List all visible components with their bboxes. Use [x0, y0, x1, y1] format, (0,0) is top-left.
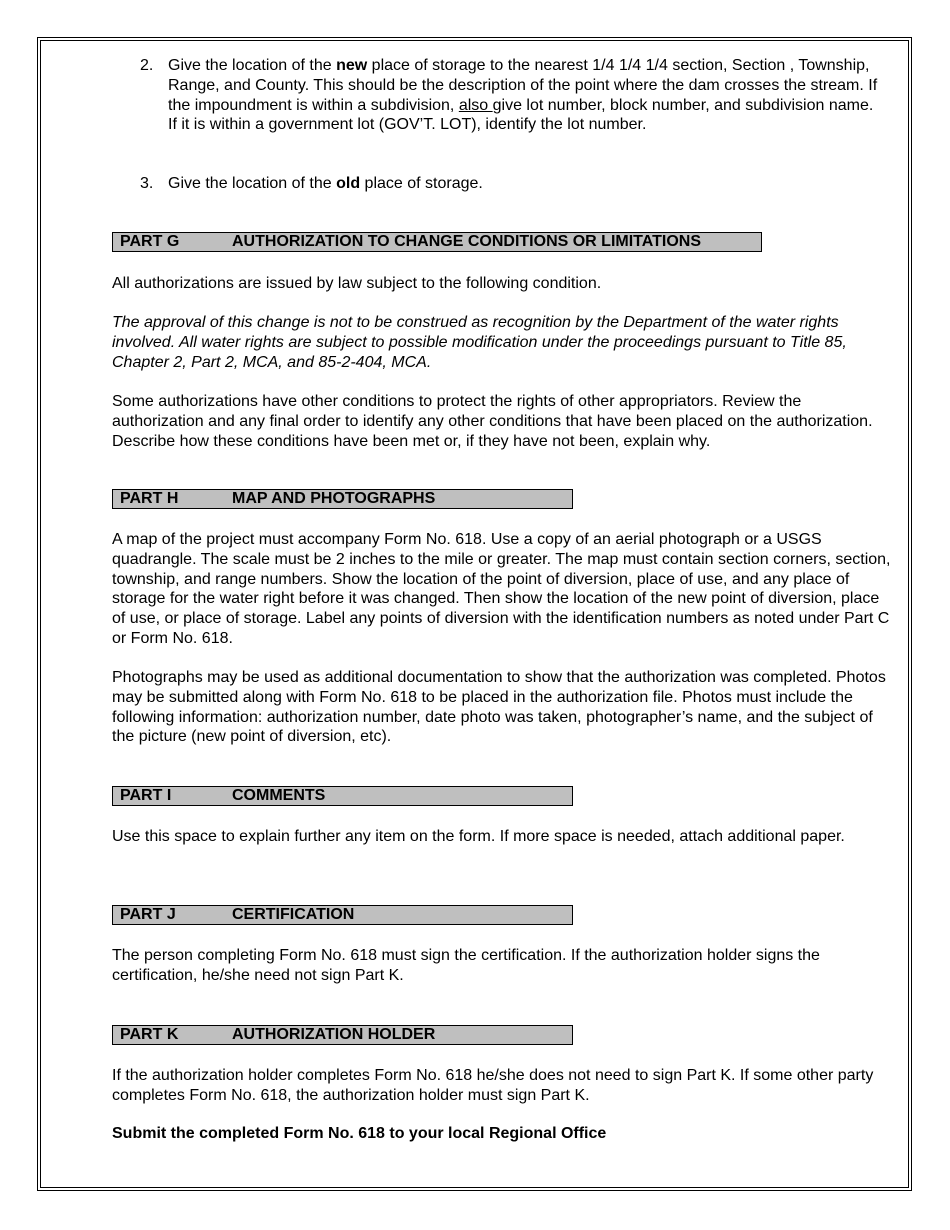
part-code: PART K: [120, 1026, 179, 1043]
part-g-paragraph-1: All authorizations are issued by law subject to the following condition.: [112, 275, 602, 292]
part-i-header: [112, 786, 573, 806]
part-title: MAP AND PHOTOGRAPHS: [232, 490, 436, 507]
part-code: PART I: [120, 787, 172, 804]
item-text: Give the location of the new place of storage to the nearest 1/4 1/4 1/4 section, Section , Township, Range, and County. This should be the description of the point where the dam crosses the stream. If the impoundment is within a subdivision, also give lot number, block number, and subdivision name. If it is within a government lot (GOV’T. LOT), identify the lot number.: [168, 57, 878, 134]
part-title: AUTHORIZATION TO CHANGE CONDITIONS OR LIMITATIONS: [232, 233, 702, 250]
part-code: PART J: [120, 906, 176, 923]
item-number: 3.: [140, 175, 154, 192]
emphasis-old: old: [336, 175, 361, 192]
part-j-paragraph-1: The person completing Form No. 618 must sign the certification. If the authorization holder signs the certification, he/she need not sign Part K.: [112, 947, 820, 984]
emphasis-new: new: [336, 57, 368, 74]
underline-also: also: [458, 96, 493, 114]
instruction-item-3: [140, 174, 880, 194]
submit-instruction: Submit the completed Form No. 618 to your local Regional Office: [112, 1125, 607, 1142]
item-number: 2.: [140, 57, 154, 74]
instruction-item-2: [140, 56, 880, 156]
part-code: PART H: [120, 490, 179, 507]
part-code: PART G: [120, 233, 180, 250]
part-g-paragraph-3: Some authorizations have other conditions to protect the rights of other appropriators. Review the authorization and any final order to identify any other conditions that have been placed on the authorization. Describe how these conditions have been met or, if they have not been, explain why.: [112, 393, 873, 450]
item-text: Give the location of the old place of storage.: [168, 175, 483, 192]
part-g-header: [112, 232, 762, 252]
part-h-paragraph-1: A map of the project must accompany Form No. 618. Use a copy of an aerial photograph or a USGS quadrangle. The scale must be 2 inches to the mile or greater. The map must contain section corners, section, township, and range numbers. Show the location of the point of diversion, place of use, and any place of storage for the water right before it was changed. Then show the location of the new point of diversion, place of use, or place of storage. Label any points of diversion with the identification numbers as noted under Part C or Form No. 618.: [112, 531, 891, 647]
part-title: CERTIFICATION: [232, 906, 355, 923]
part-title: COMMENTS: [232, 787, 326, 804]
part-title: AUTHORIZATION HOLDER: [232, 1026, 436, 1043]
part-h-paragraph-2: Photographs may be used as additional documentation to show that the authorization was completed. Photos may be submitted along with Form No. 618 to be placed in the authorization file. Photos must include the following information: authorization number, date photo was taken, photographer’s name, and the subject of the picture (new point of diversion, etc).: [112, 669, 886, 746]
part-k-paragraph-1: If the authorization holder completes Form No. 618 he/she does not need to sign Part K. If some other party completes Form No. 618, the authorization holder must sign Part K.: [112, 1067, 874, 1104]
part-h-header: [112, 489, 573, 509]
part-j-header: [112, 905, 573, 925]
part-i-paragraph-1: Use this space to explain further any item on the form. If more space is needed, attach additional paper.: [112, 828, 845, 845]
part-k-header: [112, 1025, 573, 1045]
part-g-paragraph-2: The approval of this change is not to be construed as recognition by the Department of the water rights involved. All water rights are subject to possible modification under the proceedings pursuant to Title 85, Chapter 2, Part 2, MCA, and 85-2-404, MCA.: [112, 314, 847, 371]
